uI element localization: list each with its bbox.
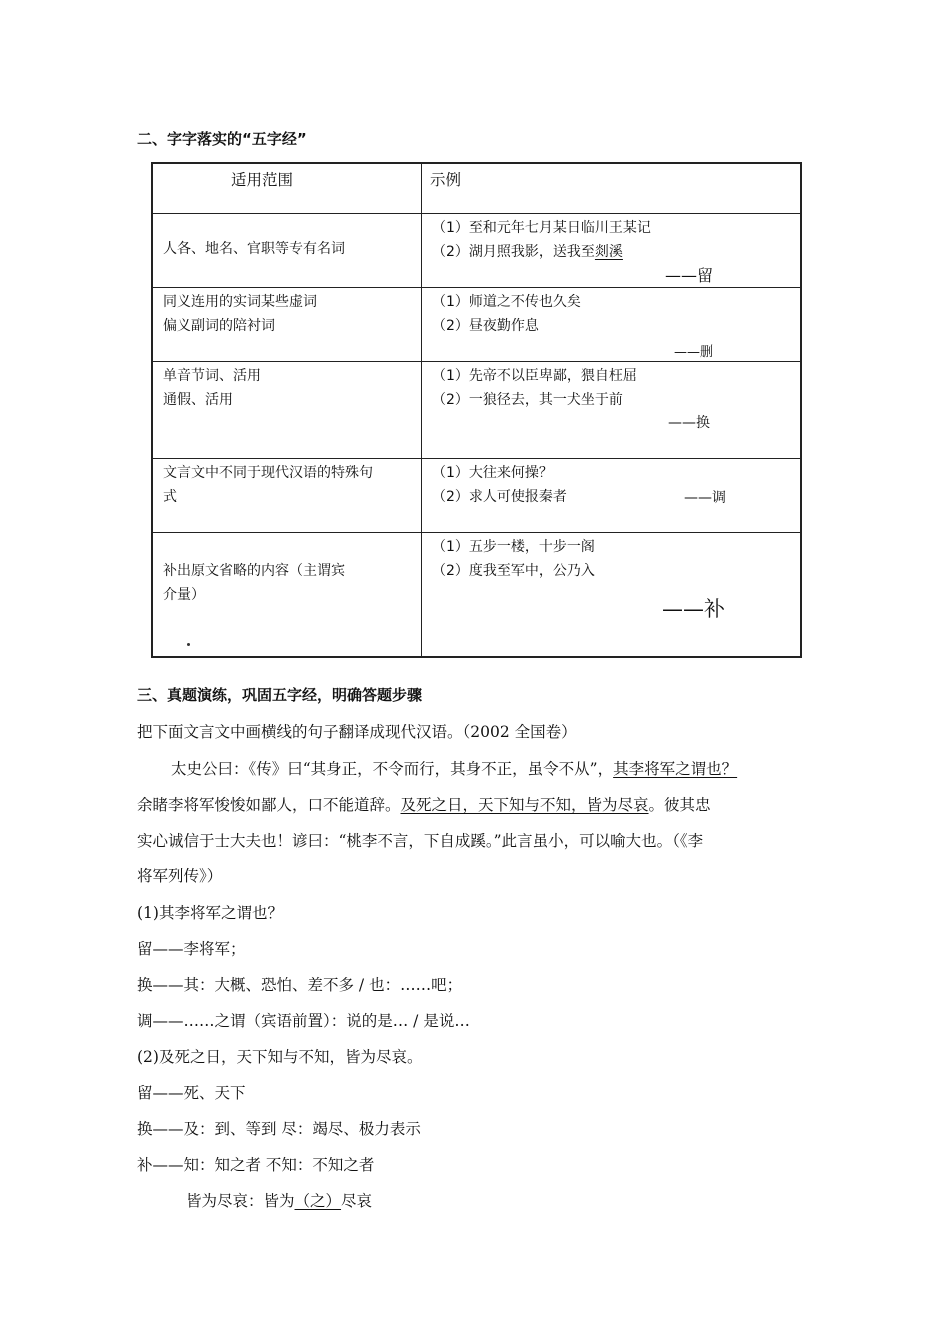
section-3-title: 三、真题演练，巩固五字经，明确答题步骤 xyxy=(137,686,423,704)
passage-line-3: 实心诚信于士大夫也！谚曰：“桃李不言，下自成蹊。”此言虽小，可以喻大也。（《李 xyxy=(137,832,704,850)
scope-text-2: 通假、活用 xyxy=(163,391,233,408)
example-2: （2）昼夜勤作息 xyxy=(432,317,539,334)
method-tiao: ——调 xyxy=(684,489,726,506)
example-1: （1）五步一楼，十步一阁 xyxy=(432,538,595,555)
table-row xyxy=(152,361,801,458)
answer-q1-huan: 换——其：大概、恐怕、差不多 / 也：……吧； xyxy=(137,976,463,994)
inserted-zhi: （之） xyxy=(294,1192,342,1210)
example-2: （2）度我至军中，公乃入 xyxy=(432,562,595,579)
scope-text-1: 同义连用的实词某些虚词 xyxy=(163,293,317,310)
answer-q2: (2)及死之日，天下知与不知，皆为尽哀。 xyxy=(137,1048,423,1066)
scan-speck xyxy=(187,643,190,646)
example-1: （1）大往来何操？ xyxy=(432,464,553,481)
scope-text: 人各、地名、官职等专有名词 xyxy=(163,240,345,257)
header-example-label: 示例 xyxy=(430,171,462,189)
table-header-example xyxy=(422,163,802,213)
header-scope-label: 适用范围 xyxy=(231,171,294,189)
scope-text-2: 偏义副词的陪衬词 xyxy=(163,317,275,334)
scope-text-2: 介量） xyxy=(163,586,205,603)
example-1: （1）先帝不以臣卑鄙，猥自枉屈 xyxy=(432,367,637,384)
table-row xyxy=(152,458,801,532)
underlined-sentence-1: 其李将军之谓也？ xyxy=(613,760,738,778)
method-bu: ——补 xyxy=(662,596,725,621)
instruction-text: 把下面文言文中画横线的句子翻译成现代汉语。（2002 全国卷） xyxy=(137,723,577,741)
example-2: （2）湖月照我影，送我至剡溪 xyxy=(432,243,623,260)
answer-q1-liu: 留——李将军； xyxy=(137,940,246,958)
underlined-sentence-2: 及死之日，天下知与不知，皆为尽哀 xyxy=(400,796,649,814)
passage-line-2: 余睹李将军悛悛如鄙人，口不能道辞。及死之日，天下知与不知，皆为尽哀。彼其忠 xyxy=(137,796,711,814)
example-1: （1）至和元年七月某日临川王某记 xyxy=(432,219,651,236)
example-2: （2）一狼径去，其一犬坐于前 xyxy=(432,391,623,408)
five-character-rule-table xyxy=(151,162,802,658)
method-huan: ——换 xyxy=(668,414,710,431)
table-row xyxy=(152,532,801,657)
answer-q1-tiao: 调——……之谓（宾语前置）：说的是… / 是说… xyxy=(137,1012,470,1030)
method-liu: ——留 xyxy=(665,265,714,285)
table-row xyxy=(152,287,801,361)
method-shan: ——删 xyxy=(674,344,714,360)
passage-line-1: 太史公曰：《传》曰“其身正，不令而行，其身不正，虽令不从”，其李将军之谓也？ xyxy=(171,760,738,778)
scope-text-1: 补出原文省略的内容（主谓宾 xyxy=(163,562,345,579)
answer-q2-liu: 留——死、天下 xyxy=(137,1084,246,1102)
scope-text-1: 文言文中不同于现代汉语的特殊句 xyxy=(163,464,373,481)
table-row xyxy=(152,213,801,287)
answer-q2-last: 皆为尽哀：皆为（之）尽哀 xyxy=(186,1192,373,1210)
scope-text-2: 式 xyxy=(163,488,177,505)
answer-q2-huan: 换——及：到、等到 尽：竭尽、极力表示 xyxy=(137,1120,421,1138)
passage-line-4: 将军列传》） xyxy=(137,867,223,885)
scope-text-1: 单音节词、活用 xyxy=(163,367,261,384)
example-1: （1）师道之不传也久矣 xyxy=(432,293,581,310)
answer-q1: (1)其李将军之谓也？ xyxy=(137,904,283,922)
example-2: （2）求人可使报秦者 xyxy=(432,488,567,505)
section-2-title: 二、字字落实的“五字经” xyxy=(137,130,307,148)
underlined-place-name: 剡溪 xyxy=(594,243,623,260)
table-header-scope xyxy=(152,163,422,213)
answer-q2-bu: 补——知：知之者 不知：不知之者 xyxy=(137,1156,375,1174)
